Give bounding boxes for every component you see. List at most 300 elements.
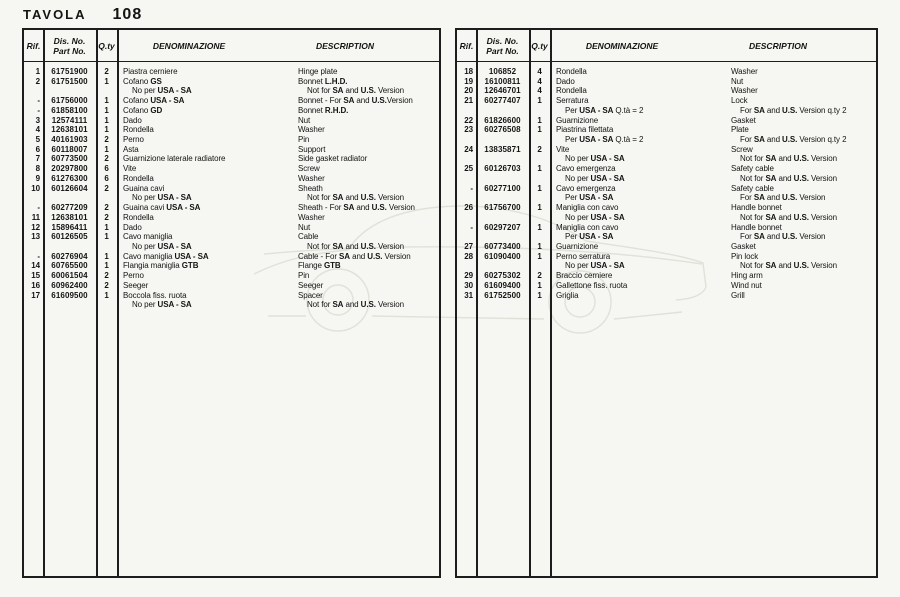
table-subrow	[457, 135, 876, 145]
part-number	[476, 135, 529, 145]
qty-cell	[529, 106, 550, 116]
ref-cell: 19	[464, 76, 473, 86]
part-number: 61090400	[484, 251, 521, 261]
ref-cell	[457, 261, 476, 271]
part-number: 60773400	[484, 241, 521, 251]
name-desc-cell	[117, 77, 439, 87]
denominazione-header: DENOMINAZIONE	[585, 40, 659, 51]
ref-cell: 17	[31, 290, 40, 300]
ref-cell	[457, 193, 476, 203]
part-number: 60765500	[51, 261, 88, 271]
qty-cell: 1	[537, 203, 542, 213]
denominazione-text: Cavo maniglia	[123, 232, 173, 242]
qty-cell: 2	[104, 67, 109, 76]
ref-cell: 1	[35, 67, 40, 76]
ref-cell: 26	[464, 203, 473, 213]
qty-cell: 1	[537, 251, 542, 261]
description-text: Gasket	[731, 115, 756, 125]
table-row	[457, 242, 876, 252]
qty-cell	[96, 86, 117, 96]
ref-cell: 12	[31, 222, 40, 232]
denominazione-text: Gallettone fiss. ruota	[556, 280, 628, 290]
table-row	[24, 125, 439, 135]
description-text: Hing arm	[731, 271, 763, 281]
table-subrow	[457, 106, 876, 116]
part-number: 60061504	[51, 271, 88, 281]
part-number: 16100811	[484, 76, 521, 86]
part-number	[43, 300, 96, 310]
ref-cell: 10	[31, 183, 40, 193]
name-desc-cell	[550, 164, 876, 174]
denominazione-text: Guarnizione laterale radiatore	[123, 154, 226, 164]
name-desc-cell	[117, 193, 439, 203]
tavola-number: 108	[112, 6, 143, 23]
table-subrow	[457, 232, 876, 242]
name-desc-cell	[550, 232, 876, 242]
description-text: Flange GTB	[298, 261, 341, 271]
qty-cell: 1	[104, 232, 109, 242]
denominazione-text: No per USA - SA	[565, 212, 625, 222]
name-desc-cell	[117, 174, 439, 184]
table-row	[24, 291, 439, 301]
qty-cell: 2	[104, 154, 109, 164]
name-desc-cell	[550, 223, 876, 233]
qty-cell: 4	[537, 67, 542, 76]
qty-header: Q.ty	[531, 40, 548, 51]
denominazione-text: Guaina cavi USA - SA	[123, 203, 201, 213]
name-desc-cell	[550, 213, 876, 223]
part-number: 61751900	[51, 67, 88, 76]
part-number: 15896411	[51, 222, 88, 232]
denominazione-text: Vite	[556, 144, 570, 154]
name-desc-header	[550, 30, 876, 61]
ref-cell: 30	[464, 280, 473, 290]
table-row	[24, 261, 439, 271]
name-desc-cell	[117, 154, 439, 164]
part-number: 60277209	[51, 203, 88, 213]
ref-cell: 27	[464, 241, 473, 251]
description-text: Sheath	[298, 183, 323, 193]
ref-cell: 2	[35, 76, 40, 86]
part-number: 60126604	[51, 183, 88, 193]
description-text: Screw	[731, 144, 753, 154]
name-desc-cell	[550, 154, 876, 164]
denominazione-text: Per USA - SA	[565, 193, 614, 203]
description-text: Not for SA and U.S. Version	[307, 241, 404, 251]
denominazione-text: No per USA - SA	[565, 261, 625, 271]
name-desc-cell	[550, 203, 876, 213]
name-desc-cell	[117, 281, 439, 291]
qty-cell: 1	[104, 96, 109, 106]
part-number-header: Dis. No. Part No.	[53, 35, 86, 56]
name-desc-cell	[117, 232, 439, 242]
ref-cell: -	[37, 105, 40, 115]
denominazione-header: DENOMINAZIONE	[152, 40, 226, 51]
page-title	[23, 6, 142, 24]
table-subrow	[457, 174, 876, 184]
table-row	[24, 67, 439, 77]
qty-cell: 2	[104, 183, 109, 193]
description-text: Safety cable	[731, 183, 774, 193]
name-desc-cell	[117, 96, 439, 106]
name-desc-cell	[550, 145, 876, 155]
denominazione-text: Per USA - SA Q.tà = 2	[565, 105, 644, 115]
table-subrow	[457, 193, 876, 203]
qty-cell: 1	[537, 290, 542, 300]
name-desc-cell	[550, 96, 876, 106]
qty-cell: 4	[537, 86, 542, 96]
part-number: 12638101	[51, 125, 88, 135]
denominazione-text: Perno	[123, 271, 144, 281]
table-row	[24, 96, 439, 106]
part-number: 60118007	[51, 144, 88, 154]
description-text: Not for SA and U.S. Version	[307, 193, 404, 203]
ref-cell: 29	[464, 271, 473, 281]
part-number: 61609400	[484, 280, 521, 290]
qty-cell: 6	[104, 164, 109, 174]
qty-cell	[529, 193, 550, 203]
name-desc-cell	[117, 271, 439, 281]
part-number: 12638101	[51, 212, 88, 222]
description-text: Support	[298, 144, 326, 154]
ref-header: Rif.	[459, 40, 474, 51]
denominazione-text: No per USA - SA	[565, 173, 625, 183]
description-text: Bonnet R.H.D.	[298, 105, 349, 115]
ref-header: Rif.	[26, 40, 41, 51]
name-desc-cell	[117, 67, 439, 77]
part-number: 60277407	[484, 96, 521, 106]
denominazione-text: No per USA - SA	[132, 241, 192, 251]
table-row	[457, 223, 876, 233]
qty-cell: 1	[104, 76, 109, 86]
name-desc-cell	[550, 125, 876, 135]
part-number: 61751500	[51, 76, 88, 86]
denominazione-text: Cavo emergenza	[556, 183, 616, 193]
denominazione-text: No per USA - SA	[132, 193, 192, 203]
part-number: 12646701	[484, 86, 521, 96]
qty-cell: 1	[537, 164, 542, 174]
name-desc-cell	[117, 203, 439, 213]
parts-table-right	[455, 28, 878, 578]
table-header	[457, 30, 876, 62]
denominazione-text: Rondella	[123, 125, 154, 135]
table-row	[457, 252, 876, 262]
ref-cell: 15	[31, 271, 40, 281]
table-row	[457, 164, 876, 174]
ref-cell: 23	[464, 125, 473, 135]
table-row	[457, 77, 876, 87]
description-text: Not for SA and U.S. Version	[307, 86, 404, 96]
denominazione-text: Per USA - SA Q.tà = 2	[565, 135, 644, 145]
table-subrow	[457, 213, 876, 223]
part-number: 61609500	[51, 290, 88, 300]
part-number	[43, 242, 96, 252]
table-row	[24, 164, 439, 174]
description-text: Bonnet - For SA and U.S.Version	[298, 96, 413, 106]
description-text: Not for SA and U.S. Version	[740, 154, 837, 164]
part-number: 106852	[488, 67, 517, 76]
part-number: 61826600	[484, 115, 521, 125]
table-row	[24, 135, 439, 145]
ref-cell: 9	[35, 173, 40, 183]
ref-cell: 3	[35, 115, 40, 125]
part-number: 60276904	[51, 251, 88, 261]
ref-cell: 20	[464, 86, 473, 96]
denominazione-text: Cofano GD	[123, 105, 163, 115]
denominazione-text: Dado	[556, 76, 575, 86]
denominazione-text: Piastrina filettata	[556, 125, 614, 135]
name-desc-cell	[550, 271, 876, 281]
name-desc-cell	[117, 106, 439, 116]
denominazione-text: Braccio cerniere	[556, 271, 613, 281]
denominazione-text: Cofano GS	[123, 76, 162, 86]
denominazione-text: Flangia maniglia GTB	[123, 261, 199, 271]
description-text: Pin lock	[731, 251, 759, 261]
denominazione-text: Boccola fiss. ruota	[123, 290, 187, 300]
part-number: 61756000	[51, 96, 88, 106]
description-text: For SA and U.S. Version	[740, 193, 826, 203]
qty-cell: 1	[104, 290, 109, 300]
table-row	[457, 203, 876, 213]
table-row	[457, 96, 876, 106]
denominazione-text: Perno serratura	[556, 251, 611, 261]
name-desc-cell	[550, 77, 876, 87]
description-text: Pin	[298, 135, 310, 145]
part-number: 60126505	[51, 232, 88, 242]
name-desc-header	[117, 30, 439, 61]
ref-cell	[457, 232, 476, 242]
table-row	[24, 271, 439, 281]
table-subrow	[457, 154, 876, 164]
part-number	[476, 106, 529, 116]
qty-cell: 1	[104, 251, 109, 261]
description-text: Grill	[731, 290, 745, 300]
part-number: 20297800	[51, 164, 88, 174]
table-row	[457, 281, 876, 291]
ref-cell: -	[37, 203, 40, 213]
qty-cell	[529, 174, 550, 184]
description-text: Lock	[731, 96, 748, 106]
qty-cell: 2	[104, 271, 109, 281]
table-row	[24, 252, 439, 262]
qty-cell: 4	[537, 76, 542, 86]
ref-cell: 16	[31, 280, 40, 290]
table-row	[24, 174, 439, 184]
ref-cell: -	[37, 251, 40, 261]
qty-cell	[96, 242, 117, 252]
ref-cell: 31	[464, 290, 473, 300]
part-number: 60276508	[484, 125, 521, 135]
name-desc-cell	[117, 164, 439, 174]
name-desc-cell	[117, 86, 439, 96]
qty-cell: 1	[104, 105, 109, 115]
denominazione-text: Cavo maniglia USA - SA	[123, 251, 209, 261]
ref-cell: 24	[464, 144, 473, 154]
qty-cell	[529, 135, 550, 145]
ref-cell: 6	[35, 144, 40, 154]
denominazione-text: Cofano USA - SA	[123, 96, 185, 106]
table-row	[457, 184, 876, 194]
name-desc-cell	[550, 193, 876, 203]
qty-cell: 1	[537, 241, 542, 251]
qty-cell: 1	[104, 261, 109, 271]
description-text: For SA and U.S. Version q.ty 2	[740, 135, 847, 145]
name-desc-cell	[550, 242, 876, 252]
name-desc-cell	[117, 252, 439, 262]
description-text: Not for SA and U.S. Version	[740, 261, 837, 271]
denominazione-text: Guarnizione	[556, 115, 599, 125]
qty-cell: 1	[537, 222, 542, 232]
denominazione-text: Maniglia con cavo	[556, 203, 619, 213]
part-number: 61858100	[51, 105, 88, 115]
ref-cell: -	[37, 96, 40, 106]
denominazione-text: Perno	[123, 135, 144, 145]
denominazione-text: Rondella	[556, 67, 587, 76]
table-row	[24, 116, 439, 126]
qty-cell: 2	[104, 135, 109, 145]
ref-cell	[457, 213, 476, 223]
qty-cell: 1	[104, 144, 109, 154]
description-text: Washer	[731, 67, 758, 76]
name-desc-cell	[117, 184, 439, 194]
description-text: Seeger	[298, 280, 324, 290]
ref-cell	[24, 242, 43, 252]
table-row	[457, 271, 876, 281]
description-text: Washer	[298, 125, 325, 135]
name-desc-cell	[117, 300, 439, 310]
qty-cell: 1	[537, 115, 542, 125]
description-text: Bonnet L.H.D.	[298, 76, 348, 86]
denominazione-text: Per USA - SA	[565, 232, 614, 242]
ref-cell: 5	[35, 135, 40, 145]
part-number: 60277100	[484, 183, 521, 193]
description-text: Wind nut	[731, 280, 762, 290]
description-text: Hinge plate	[298, 67, 338, 76]
part-number: 61752500	[484, 290, 521, 300]
description-text: Gasket	[731, 241, 756, 251]
table-row	[457, 291, 876, 301]
part-number	[476, 193, 529, 203]
table-header	[24, 30, 439, 62]
ref-cell	[24, 193, 43, 203]
name-desc-cell	[550, 252, 876, 262]
qty-cell: 6	[104, 173, 109, 183]
ref-cell: 28	[464, 251, 473, 261]
denominazione-text: Dado	[123, 115, 142, 125]
description-text: Cable	[298, 232, 319, 242]
qty-cell: 1	[104, 125, 109, 135]
denominazione-text: Rondella	[556, 86, 587, 96]
description-text: Nut	[731, 76, 744, 86]
name-desc-cell	[117, 223, 439, 233]
part-number: 61756700	[484, 203, 521, 213]
denominazione-text: Griglia	[556, 290, 579, 300]
ref-cell: 18	[464, 67, 473, 76]
denominazione-text: Serratura	[556, 96, 589, 106]
denominazione-text: Asta	[123, 144, 139, 154]
denominazione-text: No per USA - SA	[132, 86, 192, 96]
table-row	[24, 232, 439, 242]
description-text: Washer	[298, 173, 325, 183]
table-row	[457, 67, 876, 77]
qty-cell: 2	[104, 203, 109, 213]
table-row	[24, 213, 439, 223]
name-desc-cell	[550, 135, 876, 145]
qty-cell: 2	[104, 280, 109, 290]
denominazione-text: Dado	[123, 222, 142, 232]
ref-cell: 25	[464, 164, 473, 174]
part-number	[476, 154, 529, 164]
qty-cell: 2	[104, 212, 109, 222]
part-number	[476, 261, 529, 271]
description-text: Not for SA and U.S. Version	[740, 173, 837, 183]
ref-cell: 13	[31, 232, 40, 242]
parts-table-left	[22, 28, 441, 578]
description-text: Screw	[298, 164, 320, 174]
part-number	[43, 86, 96, 96]
name-desc-cell	[550, 67, 876, 77]
qty-cell: 1	[537, 96, 542, 106]
part-number	[43, 193, 96, 203]
ref-cell: 7	[35, 154, 40, 164]
description-text: Nut	[298, 115, 311, 125]
ref-cell	[457, 174, 476, 184]
part-number-header: Dis. No. Part No.	[486, 35, 519, 56]
name-desc-cell	[550, 106, 876, 116]
ref-cell: 11	[31, 212, 40, 222]
name-desc-cell	[117, 291, 439, 301]
part-number: 40161903	[51, 135, 88, 145]
table-row	[24, 203, 439, 213]
qty-cell: 2	[537, 271, 542, 281]
table-subrow	[24, 300, 439, 310]
qty-cell	[96, 300, 117, 310]
denominazione-text: Maniglia con cavo	[556, 222, 619, 232]
name-desc-cell	[550, 291, 876, 301]
description-text: Handle bonnet	[731, 222, 782, 232]
name-desc-cell	[117, 242, 439, 252]
table-row	[24, 184, 439, 194]
table-subrow	[457, 261, 876, 271]
denominazione-text: Rondella	[123, 173, 154, 183]
description-text: Spacer	[298, 290, 323, 300]
part-number: 60297207	[484, 222, 521, 232]
ref-cell: 8	[35, 164, 40, 174]
table-subrow	[24, 242, 439, 252]
qty-cell	[96, 193, 117, 203]
ref-cell	[24, 300, 43, 310]
part-number: 60275302	[484, 271, 521, 281]
table-subrow	[24, 193, 439, 203]
qty-cell	[529, 232, 550, 242]
denominazione-text: Rondella	[123, 212, 154, 222]
qty-cell: 1	[537, 280, 542, 290]
ref-cell: 22	[464, 115, 473, 125]
description-text: Sheath - For SA and U.S. Version	[298, 203, 415, 213]
ref-cell: 21	[464, 96, 473, 106]
name-desc-cell	[117, 125, 439, 135]
tavola-label: TAVOLA	[23, 7, 87, 22]
name-desc-cell	[117, 261, 439, 271]
ref-cell: -	[470, 222, 473, 232]
part-number: 60962400	[51, 280, 88, 290]
denominazione-text: Cavo emergenza	[556, 164, 616, 174]
name-desc-cell	[550, 174, 876, 184]
description-text: Cable - For SA and U.S. Version	[298, 251, 411, 261]
description-header: DESCRIPTION	[748, 40, 808, 51]
ref-cell	[24, 86, 43, 96]
table-row	[24, 77, 439, 87]
